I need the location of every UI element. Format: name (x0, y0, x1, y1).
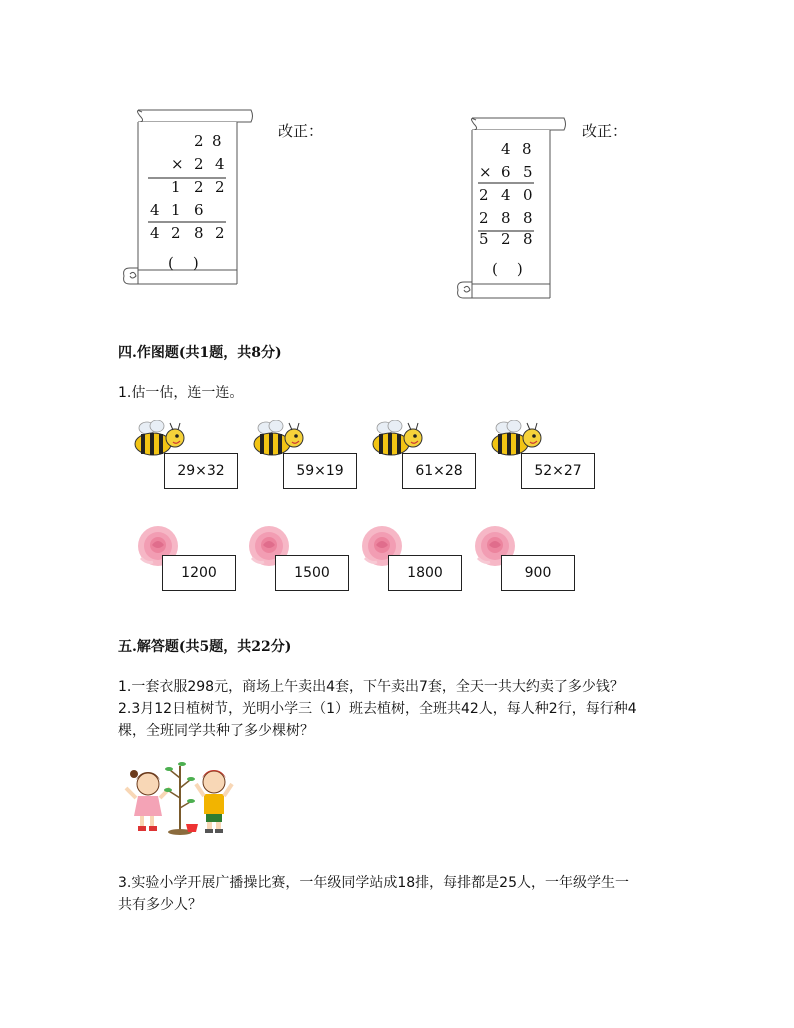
s1-r1-c3: 4 (215, 155, 225, 173)
s2-r0-c2: 8 (522, 140, 532, 158)
s2-r3-c2: 8 (523, 209, 533, 227)
s1-correct-label: 改正： (278, 122, 324, 140)
s2-r3-c0: 2 (479, 209, 489, 227)
s1-r0-c2: 2 (194, 132, 204, 150)
s2-r2-c0: 2 (479, 186, 489, 204)
section5-q2-line1: 2.3月12日植树节，光明小学三（1）班去植树，全班共42人，每人种2行，每行种4 (118, 701, 637, 717)
product-box-3: 61×28 (402, 453, 476, 489)
s1-r2-c1: 1 (171, 178, 181, 196)
product-box-4: 52×27 (521, 453, 595, 489)
s1-r4-c2: 8 (194, 224, 204, 242)
s1-r4-c3: 2 (215, 224, 225, 242)
s1-r3-c2: 6 (194, 201, 204, 219)
estimate-box-3: 1800 (388, 555, 462, 591)
product-box-1: 29×32 (164, 453, 238, 489)
s2-r3-c1: 8 (501, 209, 511, 227)
product-box-2: 59×19 (283, 453, 357, 489)
s1-r1-c1: × (171, 155, 184, 173)
s1-r4-c0: 4 (150, 224, 160, 242)
s2-r4-c1: 2 (501, 230, 511, 248)
s2-r2-c1: 4 (501, 186, 511, 204)
section4-q1: 1.估一估，连一连。 (118, 385, 244, 401)
s1-r2-c2: 2 (194, 178, 204, 196)
s2-answer-paren: ( ) (492, 260, 523, 278)
s2-r1-c0: × (479, 163, 492, 181)
s2-r2-c2: 0 (523, 186, 533, 204)
s2-r1-c2: 5 (523, 163, 533, 181)
section5-q3-line2: 共有多少人？ (118, 897, 202, 913)
estimate-box-4: 900 (501, 555, 575, 591)
s1-r3-c0: 4 (150, 201, 160, 219)
s2-r4-c0: 5 (479, 230, 489, 248)
s1-answer-paren: ( ) (168, 254, 199, 272)
s1-r3-c1: 1 (171, 201, 181, 219)
s1-r1-c2: 2 (194, 155, 204, 173)
section5-q3-line1: 3.实验小学开展广播操比赛，一年级同学站成18排，每排都是25人，一年级学生一 (118, 875, 629, 891)
s1-r0-c3: 8 (212, 132, 222, 150)
s2-r1-c1: 6 (501, 163, 511, 181)
estimate-box-1: 1200 (162, 555, 236, 591)
estimate-box-2: 1500 (275, 555, 349, 591)
s1-r2-c3: 2 (215, 178, 225, 196)
s2-r4-c2: 8 (523, 230, 533, 248)
section4-title: 四.作图题(共1题，共8分) (118, 345, 282, 361)
section5-q2-line2: 棵，全班同学共种了多少棵树？ (118, 723, 314, 739)
s2-r0-c1: 4 (501, 140, 511, 158)
section5-q1: 1.一套衣服298元，商场上午卖出4套，下午卖出7套，全天一共大约卖了多少钱？ (118, 679, 624, 695)
section5-title: 五.解答题(共5题，共22分) (118, 639, 292, 655)
s2-correct-label: 改正： (582, 122, 628, 140)
s1-r4-c1: 2 (171, 224, 181, 242)
tree-planting-illustration (122, 758, 246, 838)
